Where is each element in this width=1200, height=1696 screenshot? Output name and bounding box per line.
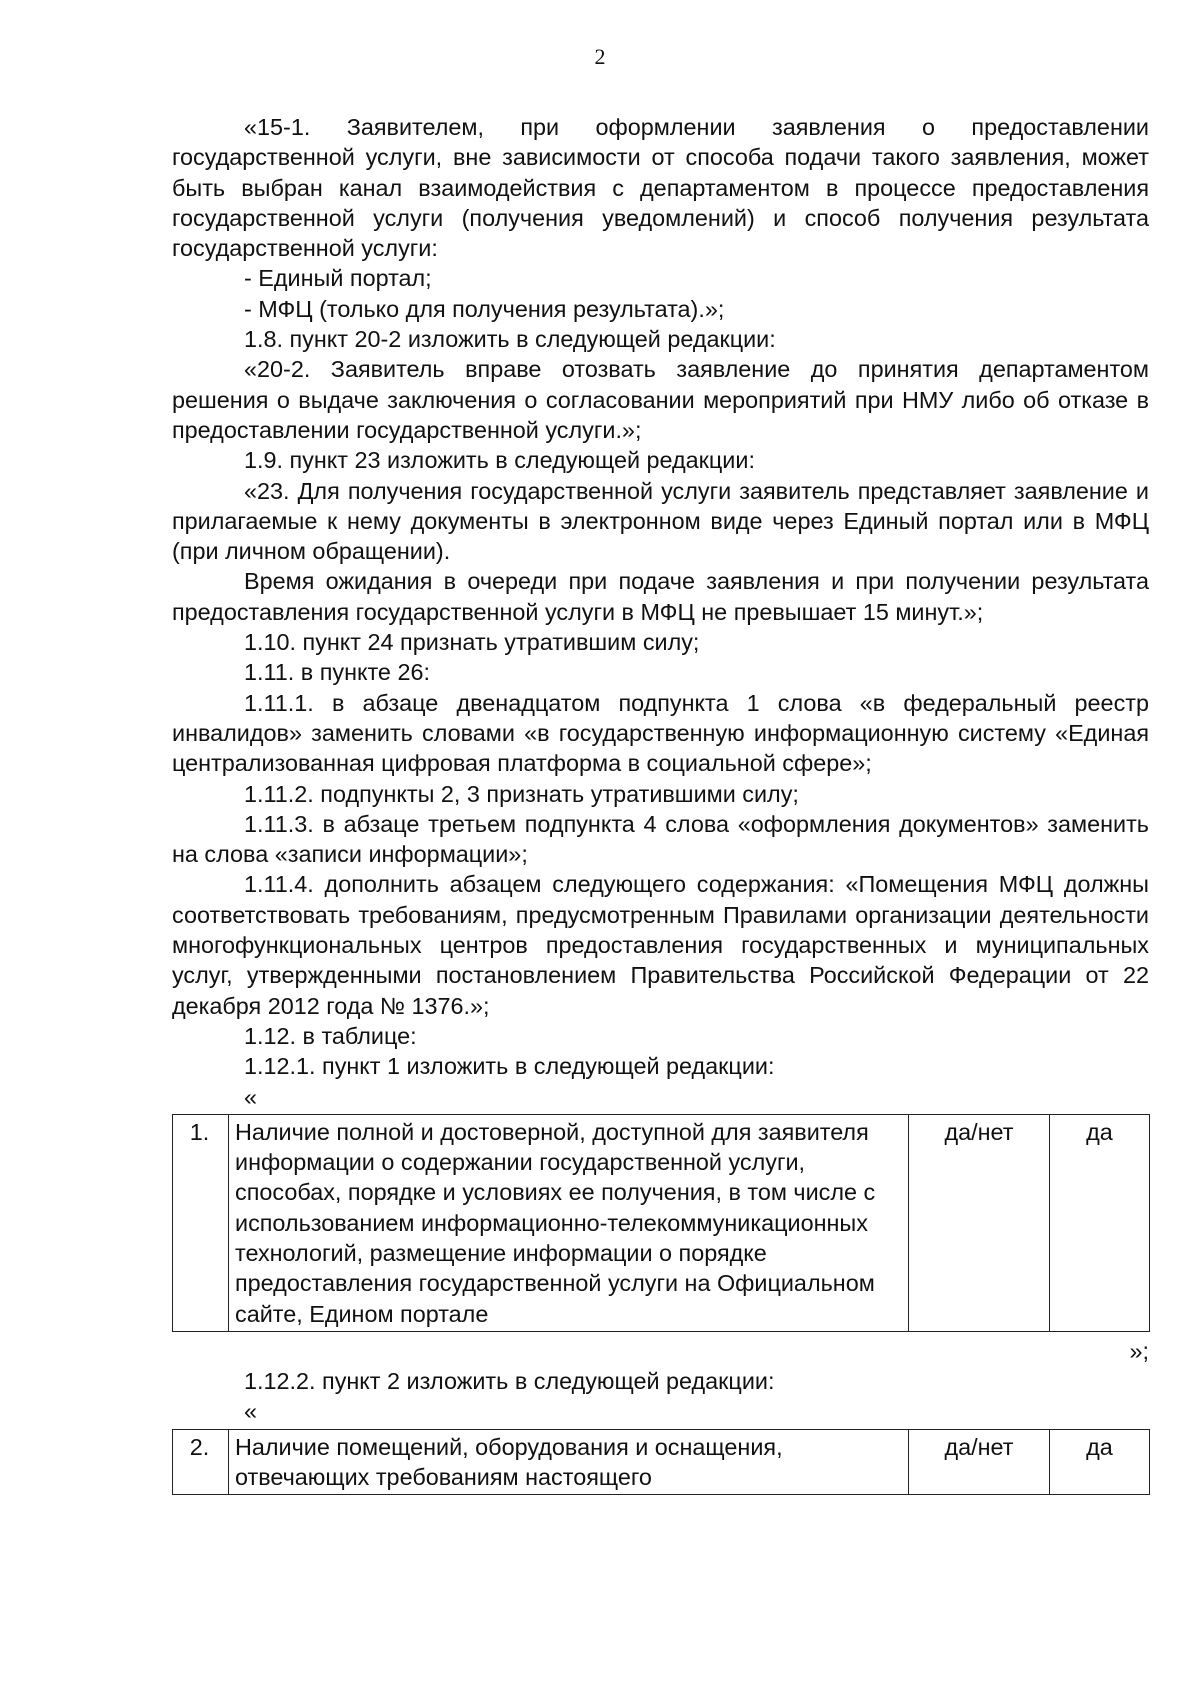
indicator-table-2 xyxy=(172,1429,1150,1496)
paragraph: 1.11. в пункте 26: xyxy=(244,659,430,686)
value-cell: да xyxy=(1050,1114,1150,1331)
paragraph: 1.11.2. подпункты 2, 3 признать утратившими силу; xyxy=(244,780,799,807)
paragraph: «15-1. Заявителем, при оформлении заявления о предоставлении государственной услуги, вне зависимости от способа подачи такого заявления, может быть выбран канал взаимодействия с департаментом в процессе предоставления государственной услуги (получения уведомлений) и способ получения результата государственной услуги: xyxy=(172,114,1149,262)
open-quote: « xyxy=(244,1083,258,1110)
indicator-table-1 xyxy=(172,1114,1150,1332)
indicator-text: Наличие помещений, оборудования и оснащения, отвечающих требованиям настоящего xyxy=(229,1429,909,1495)
indicator-text: Наличие полной и достоверной, доступной для заявителя информации о содержании государственной услуги, способах, порядке и условиях ее получения, в том числе с использованием информационно-телекоммуникационных технологий, размещение информации о порядке предоставления государственной услуги на Официальном сайте, Едином портале xyxy=(229,1114,909,1331)
paragraph: 1.11.1. в абзаце двенадцатом подпункта 1 слова «в федеральный реестр инвалидов» заменить словами «в государственную информационную систему «Единая централизованная цифровая платформа в социальной сфере»; xyxy=(172,689,1149,777)
paragraph: 1.12.1. пункт 1 изложить в следующей редакции: xyxy=(244,1053,775,1080)
paragraph: 1.11.4. дополнить абзацем следующего содержания: «Помещения МФЦ должны соответствовать требованиям, предусмотренным Правилами организации деятельности многофункциональных центров предоставления государственных и муниципальных услуг, утвержденными постановлением Правительства Российской Федерации от 22 декабря 2012 года № 1376.»; xyxy=(172,871,1149,1019)
paragraph: «20-2. Заявитель вправе отозвать заявление до принятия департаментом решения о выдаче заключения о согласовании мероприятий при НМУ либо об отказе в предоставлении государственной услуги.»; xyxy=(172,356,1149,443)
paragraph: 1.12. в таблице: xyxy=(244,1022,417,1049)
value-cell: да xyxy=(1050,1429,1150,1495)
paragraph: 1.9. пункт 23 изложить в следующей редакции: xyxy=(244,447,755,474)
table-row xyxy=(173,1429,1150,1495)
close-quote: »; xyxy=(1129,1337,1149,1364)
paragraph: - МФЦ (только для получения результата).»; xyxy=(244,295,725,322)
unit-cell: да/нет xyxy=(909,1114,1050,1331)
unit-cell: да/нет xyxy=(909,1429,1050,1495)
row-number: 2. xyxy=(173,1429,229,1495)
page-number: 2 xyxy=(594,44,606,69)
paragraph: - Единый портал; xyxy=(244,265,432,292)
paragraph: 1.10. пункт 24 признать утратившим силу; xyxy=(244,629,700,656)
table-row xyxy=(173,1114,1150,1331)
open-quote: « xyxy=(244,1398,258,1425)
paragraph: 1.8. пункт 20-2 изложить в следующей редакции: xyxy=(244,326,776,353)
paragraph: «23. Для получения государственной услуги заявитель представляет заявление и прилагаемые к нему документы в электронном виде через Единый портал или в МФЦ (при личном обращении). xyxy=(172,477,1149,565)
paragraph: 1.12.2. пункт 2 изложить в следующей редакции: xyxy=(244,1368,775,1395)
document-body xyxy=(172,112,1149,1495)
row-number: 1. xyxy=(173,1114,229,1331)
paragraph: Время ожидания в очереди при подаче заявления и при получении результата предоставления государственной услуги в МФЦ не превышает 15 минут.»; xyxy=(172,568,1149,625)
paragraph: 1.11.3. в абзаце третьем подпункта 4 слова «оформления документов» заменить на слова «записи информации»; xyxy=(172,810,1149,868)
